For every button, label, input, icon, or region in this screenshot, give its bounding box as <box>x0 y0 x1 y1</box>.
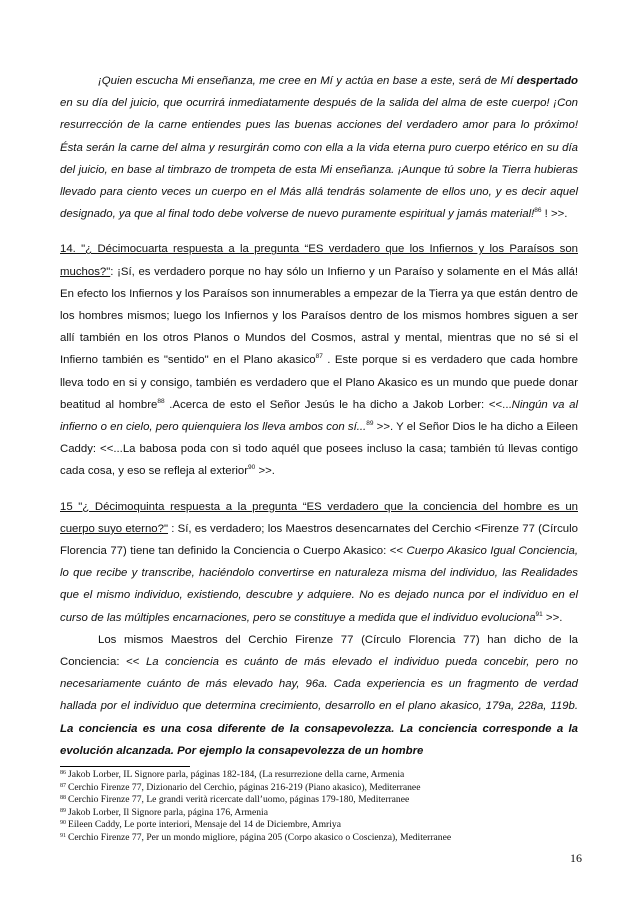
footnote-number: 89 <box>60 807 66 814</box>
footnote-text: Eileen Caddy, Le porte interiori, Mensaje del 14 de Diciembre, Amriya <box>68 819 341 831</box>
paragraph-text: .Acerca de esto el Señor Jesús le ha dicho a Jakob Lorber: <<... <box>164 398 512 411</box>
footnote-88 <box>60 794 580 807</box>
paragraph-text: : ¡Sí, es verdadero porque no hay sólo un Infierno y un Paraíso y solamente en el Más allá! En efecto los Infiernos y los Paraísos son innumerables a empezar de la Tierra ya que están dentro de los hombres mismos; luego los Infiernos y los Paraísos dentro de los mismos hombres siguen a ser allí también en los otros Planos o Mundos del Cosmos, astral y mental, mientras que no sé si el Infierno también es "sentido" en el Plano akasico <box>60 265 578 367</box>
paragraph-gap <box>60 225 578 238</box>
footnote-text: Jakob Lorber, IL Signore parla, páginas 182-184, (La resurrezione della carne, Armenia <box>68 769 405 780</box>
paragraph-text: . Este porque si es verdadero que cada hombre lleva todo en si y consigo, también es verdadero que el Plano Akasico es un mundo que puede donar beatitud al hombre <box>60 354 579 411</box>
paragraph-text: Los mismos Maestros del Cerchio Firenze 77 (Círculo Florencia 77) han dicho de la Conciencia: << <box>60 633 578 669</box>
footnote-text: Cerchio Firenze 77, Dizionario del Cerchio, páginas 216-219 (Piano akasico), Mediterranee <box>68 781 421 793</box>
paragraph-text: ¡Quien escucha Mi enseñanza, me cree en Mí y actúa en base a este, será de Mí <box>98 75 517 87</box>
footnote-text: Cerchio Firenze 77, Per un mondo migliore, página 205 (Corpo akasico o Coscienza), Mediterranee <box>68 831 452 843</box>
paragraph-text: ! >>. <box>541 208 568 221</box>
section-heading-15: 15 "¿ Décimoquinta respuesta a la pregunta “ES verdadero que la conciencia del hombre es un cuerpo suyo eterno?" <box>60 500 578 535</box>
footnote-number: 86 <box>60 770 66 776</box>
footnote-ref-87[interactable]: 87 <box>315 353 323 361</box>
footnote-87 <box>60 782 580 795</box>
paragraph-text: en su día del juicio, que ocurrirá inmediatamente después de la salida del alma de este cuerpo! ¡Con resurrección de la carne entiendes pues las buenas acciones del verdadero amor para lo próximo! Ésta serán la carne del alma y resurgirán como con ella a la vida eterna puro cuerpo etérico en su día del juicio, en base al timbrazo de trompeta de esta Mi enseñanza. ¡Aunque tú sobre la Tierra hubieras llevado para ciento veces un cuerpo en el Más allá tendrás solamente de ellos uno, y es decir aquel designado, ya que al final todo debe volverse de nuevo puramente espiritual y jamás material! <box>60 97 578 221</box>
footnote-ref-88[interactable]: 88 <box>157 397 165 405</box>
paragraph-answer-14 <box>60 238 578 482</box>
footnote-ref-86[interactable]: 86 <box>534 207 542 215</box>
footnote-number: 87 <box>60 782 66 789</box>
footnote-91 <box>60 832 580 845</box>
footnote-ref-90[interactable]: 90 <box>248 464 256 472</box>
footnote-ref-91[interactable]: 91 <box>535 610 543 618</box>
section-heading-14: 14. "¿ Décimocuarta respuesta a la pregunta “ES verdadero que los Infiernos y los Paraísos son muchos?" <box>60 243 578 278</box>
page-number: 16 <box>570 851 582 865</box>
footnote-89 <box>60 807 580 820</box>
quote-text: La conciencia es cuánto de más elevado el individuo pueda concebir, pero no necesariamente cuánto de más elevado hay, 96a. Cada experiencia es un fragmento de verdad hallada por el individuo que determina crecimiento, desarrollo en el plano akasico, 179a, 228a, 119b. <box>60 656 578 713</box>
paragraph-resurrection <box>60 70 578 225</box>
footnote-ref-89[interactable]: 89 <box>366 420 374 428</box>
footnote-text: Cerchio Firenze 77, Le grandi verità ricercate dall’uomo, páginas 179-180, Mediterranee <box>68 794 410 806</box>
paragraph-text: >>. <box>542 611 563 624</box>
footnote-text: Jakob Lorber, Il Signore parla, página 176, Armenia <box>68 806 268 818</box>
quote-text: Ningún va al infierno o en cielo, pero quienquiera los lleva ambos con sí... <box>60 398 579 434</box>
paragraph-text: : Sí, es verdadero; los Maestros desencarnates del Cerchio <Firenze 77 (Círculo Florencia 77) tiene tan definido la Conciencia o Cuerpo Akasico: << <box>60 522 578 558</box>
paragraph-text: >>. Y el Señor Dios le ha dicho a Eileen Caddy: <<...La babosa poda con sì todo aquél que posees incluso la casa; también tú llevas contigo cada cosa, y eso se refleja al exterior <box>60 421 578 478</box>
emphasis-text: despertado <box>516 75 578 87</box>
footnote-separator <box>60 766 190 767</box>
paragraph-gap <box>60 483 578 496</box>
footnote-number: 91 <box>60 832 66 839</box>
paragraph-conciencia <box>60 629 578 762</box>
page-body <box>60 70 578 762</box>
footnote-number: 88 <box>60 795 66 802</box>
footnote-number: 90 <box>60 820 66 827</box>
paragraph-answer-15 <box>60 496 578 629</box>
footnotes <box>60 769 580 845</box>
quote-text: Cuerpo Akasico Igual Conciencia, lo que recibe y transcribe, haciéndolo convertirse en naturaleza misma del individuo, las Realidades que el mismo individuo, existiendo, descubre y adquiere. No es dejado nunca por el individuo en el curso de las múltiples encarnaciones, pero se constituye a medida que el individuo evoluciona <box>60 545 578 624</box>
footnote-90 <box>60 819 580 832</box>
paragraph-text: >>. <box>255 465 275 478</box>
footnote-86 <box>60 769 580 782</box>
emphasis-text: La conciencia es una cosa diferente de la consapevolezza. La conciencia corresponde a la evolución alcanzada. Por ejemplo la consapevolezza de un hombre <box>60 722 578 757</box>
